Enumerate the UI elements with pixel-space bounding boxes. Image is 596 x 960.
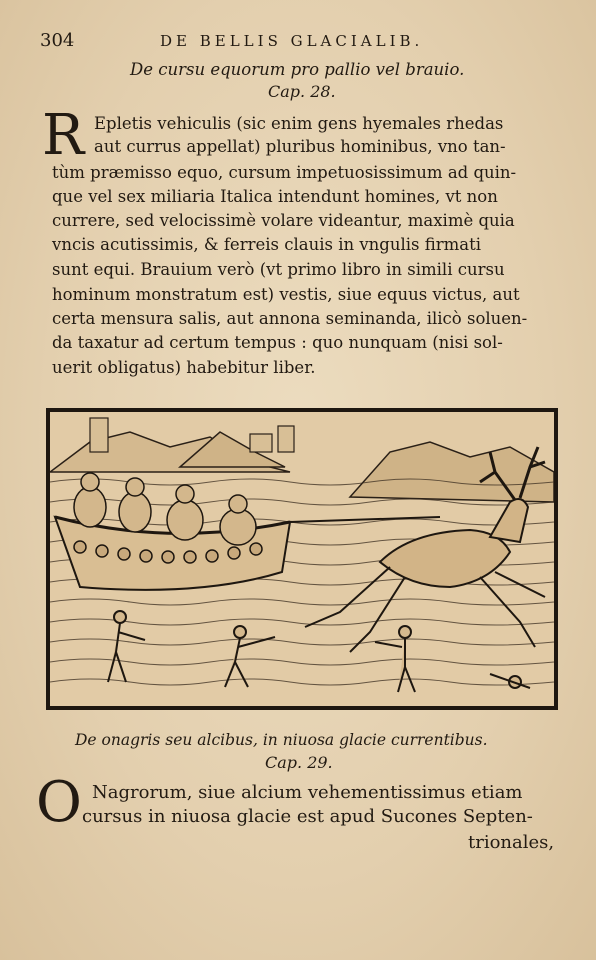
chapter-28-title: De cursu equorum pro pallio vel brauio. — [130, 60, 465, 79]
text-line: tùm præmisso equo, cursum impetuosissimum ad quin- — [52, 163, 517, 182]
text-line: cursus in niuosa glacie est apud Sucones Septen- — [82, 806, 533, 827]
page-header — [40, 30, 560, 54]
figure-caption: De onagris seu alcibus, in niuosa glacie currentibus. — [75, 731, 488, 749]
text-line: trionales, — [468, 832, 555, 853]
chapter-28-number: Cap. 28. — [268, 82, 336, 101]
text-line: currere, sed velocissimè volare videantur, maximè quia — [52, 211, 515, 230]
text-line: Nagrorum, siue alcium vehementissimus etiam — [92, 782, 523, 803]
text-line: da taxatur ad certum tempus : quo nunquam (nisi sol- — [52, 333, 503, 352]
reindeer-sled-woodcut — [50, 412, 554, 706]
text-line: vncis acutissimis, & ferreis clauis in vngulis firmati — [52, 235, 482, 254]
text-line: certa mensura salis, aut annona seminanda, ilicò soluen- — [52, 309, 528, 328]
woodcut-illustration — [46, 408, 558, 710]
drop-capital-r: R — [42, 103, 85, 168]
running-title: DE BELLIS GLACIALIB. — [160, 32, 424, 50]
text-line: Epletis vehiculis (sic enim gens hyemales rhedas — [94, 114, 504, 133]
text-line: sunt equi. Brauium verò (vt primo libro in simili cursu — [52, 260, 505, 279]
text-line: uerit obligatus) habebitur liber. — [52, 358, 316, 377]
text-line: aut currus appellat) pluribus hominibus, vno tan- — [94, 137, 506, 156]
text-line: hominum monstratum est) vestis, siue equus victus, aut — [52, 285, 520, 304]
page-number: 304 — [40, 30, 75, 51]
text-line: que vel sex miliaria Italica intendunt homines, vt non — [52, 187, 498, 206]
chapter-29-number: Cap. 29. — [265, 753, 333, 772]
drop-capital-o: O — [36, 770, 82, 835]
